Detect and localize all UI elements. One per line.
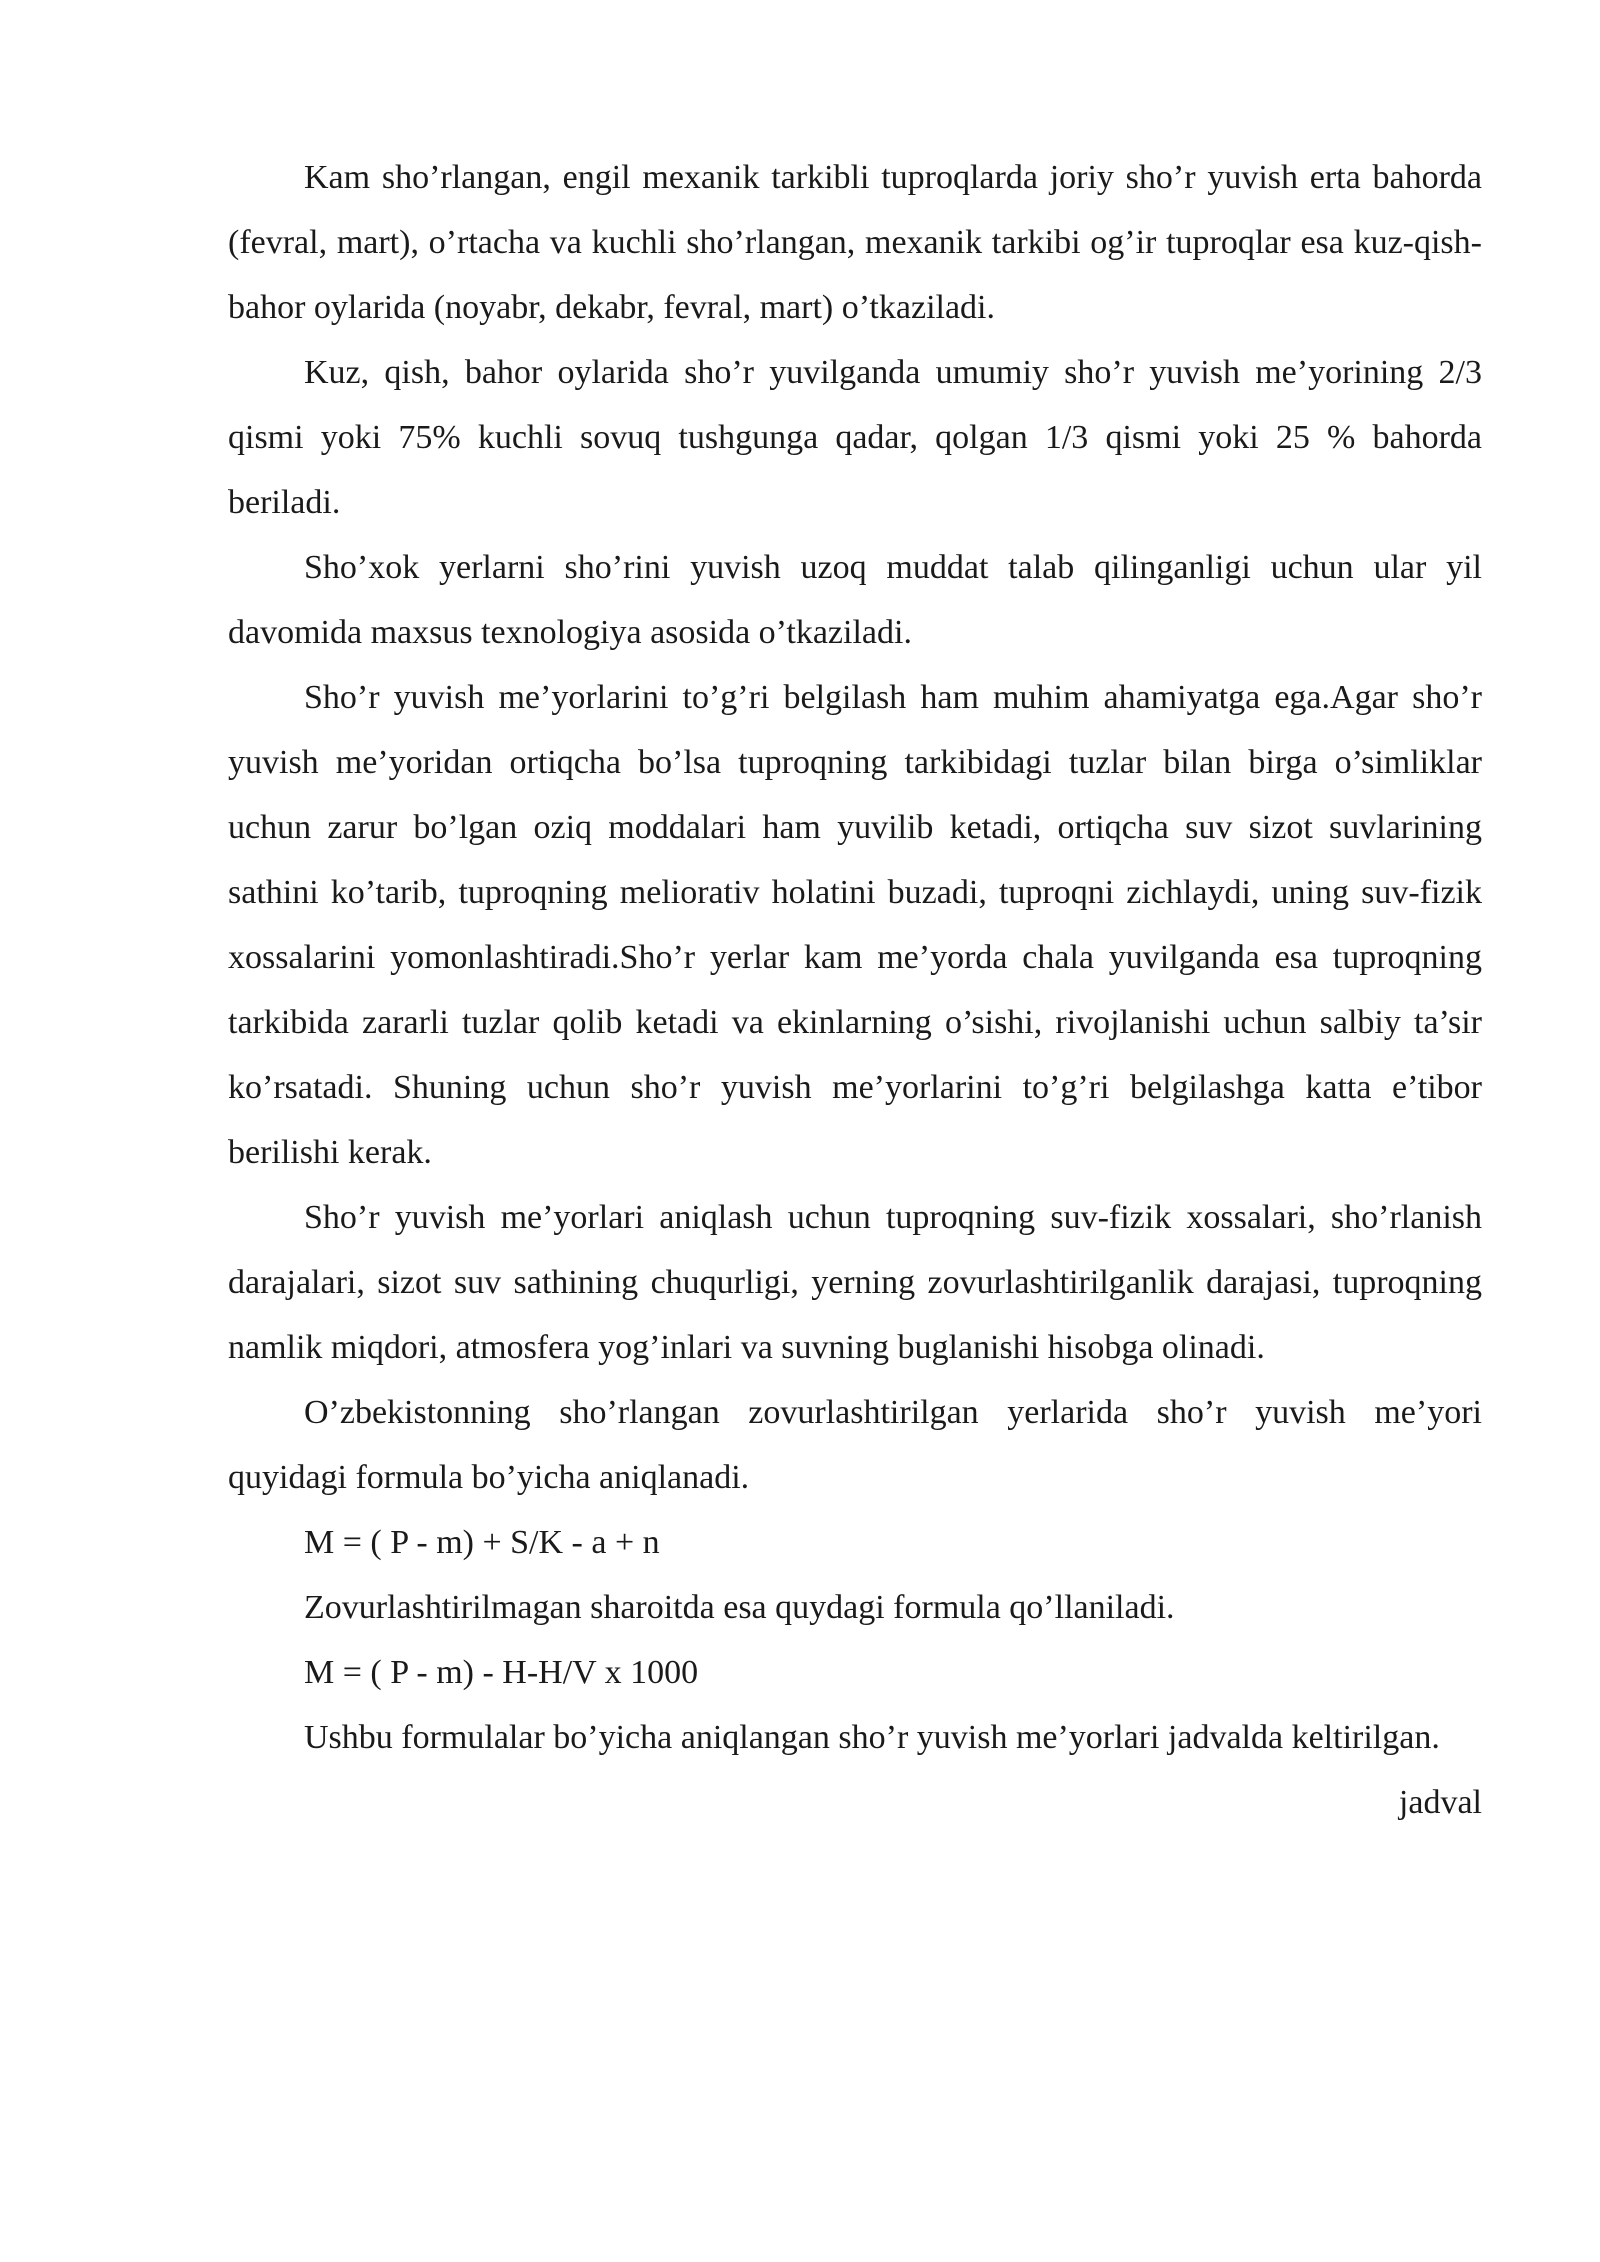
paragraph-formula-intro: O’zbekistonning sho’rlangan zovurlashtirilgan yerlarida sho’r yuvish me’yori quyidagi formula bo’yicha aniqlanadi. <box>228 1394 1482 1496</box>
paragraph-undrained-intro: Zovurlashtirilmagan sharoitda esa quydagi formula qo’llaniladi. <box>304 1589 1175 1626</box>
paragraph-solonchak-leaching: Sho’xok yerlarni sho’rini yuvish uzoq muddat talab qilinganligi uchun ular yil davomida maxsus texnologiya asosida o’tkaziladi. <box>228 549 1482 651</box>
paragraph-closing: Ushbu formulalar bo’yicha aniqlangan sho’r yuvish me’yorlari jadvalda keltirilgan. <box>304 1719 1440 1756</box>
paragraph-leaching-norm-factors: Sho’r yuvish me’yorlari aniqlash uchun tuproqning suv-fizik xossalari, sho’rlanish darajalari, sizot suv sathining chuqurligi, yerning zovurlashtirilganlik darajasi, tuproqning namlik miqdori, atmosfera yog’inlari va suvning buglanishi hisobga olinadi. <box>228 1199 1482 1366</box>
table-caption: jadval <box>1398 1784 1482 1821</box>
document-page <box>228 145 1482 1835</box>
formula-undrained: M = ( P - m) - H-H/V x 1000 <box>304 1654 699 1691</box>
paragraph-leaching-distribution: Kuz, qish, bahor oylarida sho’r yuvilganda umumiy sho’r yuvish me’yorining 2/3 qismi yoki 75% kuchli sovuq tushgunga qadar, qolgan 1/3 qismi yoki 25 % bahorda beriladi. <box>228 354 1482 521</box>
paragraph-leaching-timing: Kam sho’rlangan, engil mexanik tarkibli tuproqlarda joriy sho’r yuvish erta bahorda (fevral, mart), o’rtacha va kuchli sho’rlangan, mexanik tarkibi og’ir tuproqlar esa kuz-qish-bahor oylarida (noyabr, dekabr, fevral, mart) o’tkaziladi. <box>228 159 1482 326</box>
paragraph-leaching-norms-importance: Sho’r yuvish me’yorlarini to’g’ri belgilash ham muhim ahamiyatga ega.Agar sho’r yuvish me’yoridan ortiqcha bo’lsa tuproqning tarkibidagi tuzlar bilan birga o’simliklar uchun zarur bo’lgan oziq moddalari ham yuvilib ketadi, ortiqcha suv sizot suvlarining sathini ko’tarib, tuproqning meliorativ holatini buzadi, tuproqni zichlaydi, uning suv-fizik xossalarini yomonlashtiradi.Sho’r yerlar kam me’yorda chala yuvilganda esa tuproqning tarkibida zararli tuzlar qolib ketadi va ekinlarning o’sishi, rivojlanishi uchun salbiy ta’sir ko’rsatadi. Shuning uchun sho’r yuvish me’yorlarini to’g’ri belgilashga katta e’tibor berilishi kerak. <box>228 679 1482 1171</box>
formula-drained: M = ( P - m) + S/K - a + n <box>304 1524 660 1561</box>
